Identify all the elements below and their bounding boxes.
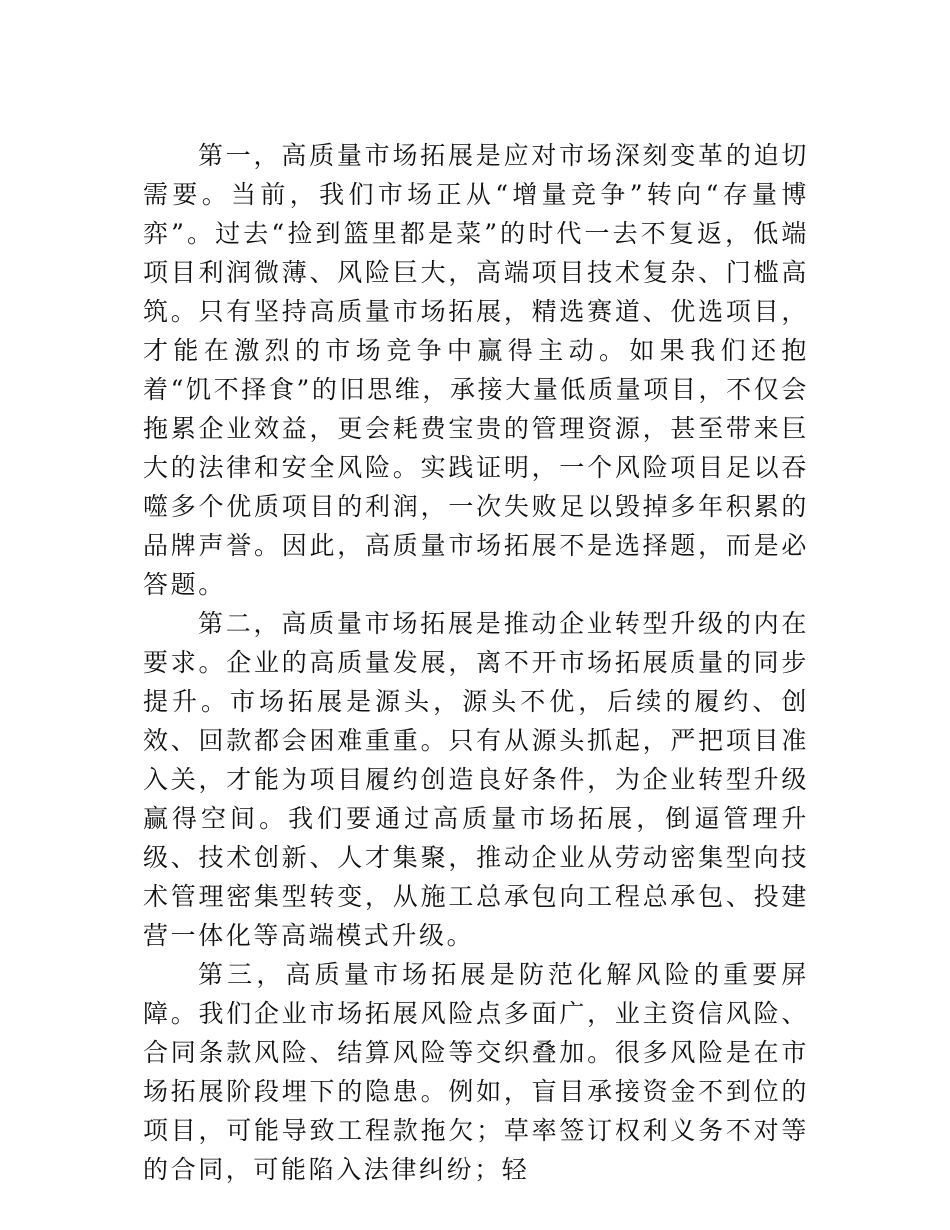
paragraph-third-point: 第三，高质量市场拓展是防范化解风险的重要屏障。我们企业市场拓展风险点多面广，业主资信风险、合同条款风险、结算风险等交织叠加。很多风险是在市场拓展阶段埋下的隐患。例如，盲目承接资金不到位的项目，可能导致工程款拖欠；草率签订权利义务不对等的合同，可能陷入法律纠纷；轻	[143, 960, 809, 1184]
document-page	[143, 136, 809, 1189]
paragraph-first-point: 第一，高质量市场拓展是应对市场深刻变革的迫切需要。当前，我们市场正从“增量竞争”转向“存量博弈”。过去“捡到篮里都是菜”的时代一去不复返，低端项目利润微薄、风险巨大，高端项目技术复杂、门槛高筑。只有坚持高质量市场拓展，精选赛道、优选项目，才能在激烈的市场竞争中赢得主动。如果我们还抱着“饥不择食”的旧思维，承接大量低质量项目，不仅会拖累企业效益，更会耗费宝贵的管理资源，甚至带来巨大的法律和安全风险。实践证明，一个风险项目足以吞噬多个优质项目的利润，一次失败足以毁掉多年积累的品牌声誉。因此，高质量市场拓展不是选择题，而是必答题。	[143, 141, 809, 599]
paragraph-second-point: 第二，高质量市场拓展是推动企业转型升级的内在要求。企业的高质量发展，离不开市场拓展质量的同步提升。市场拓展是源头，源头不优，后续的履约、创效、回款都会困难重重。只有从源头抓起，严把项目准入关，才能为项目履约创造良好条件，为企业转型升级赢得空间。我们要通过高质量市场拓展，倒逼管理升级、技术创新、人才集聚，推动企业从劳动密集型向技术管理密集型转变，从施工总承包向工程总承包、投建营一体化等高端模式升级。	[143, 609, 809, 950]
